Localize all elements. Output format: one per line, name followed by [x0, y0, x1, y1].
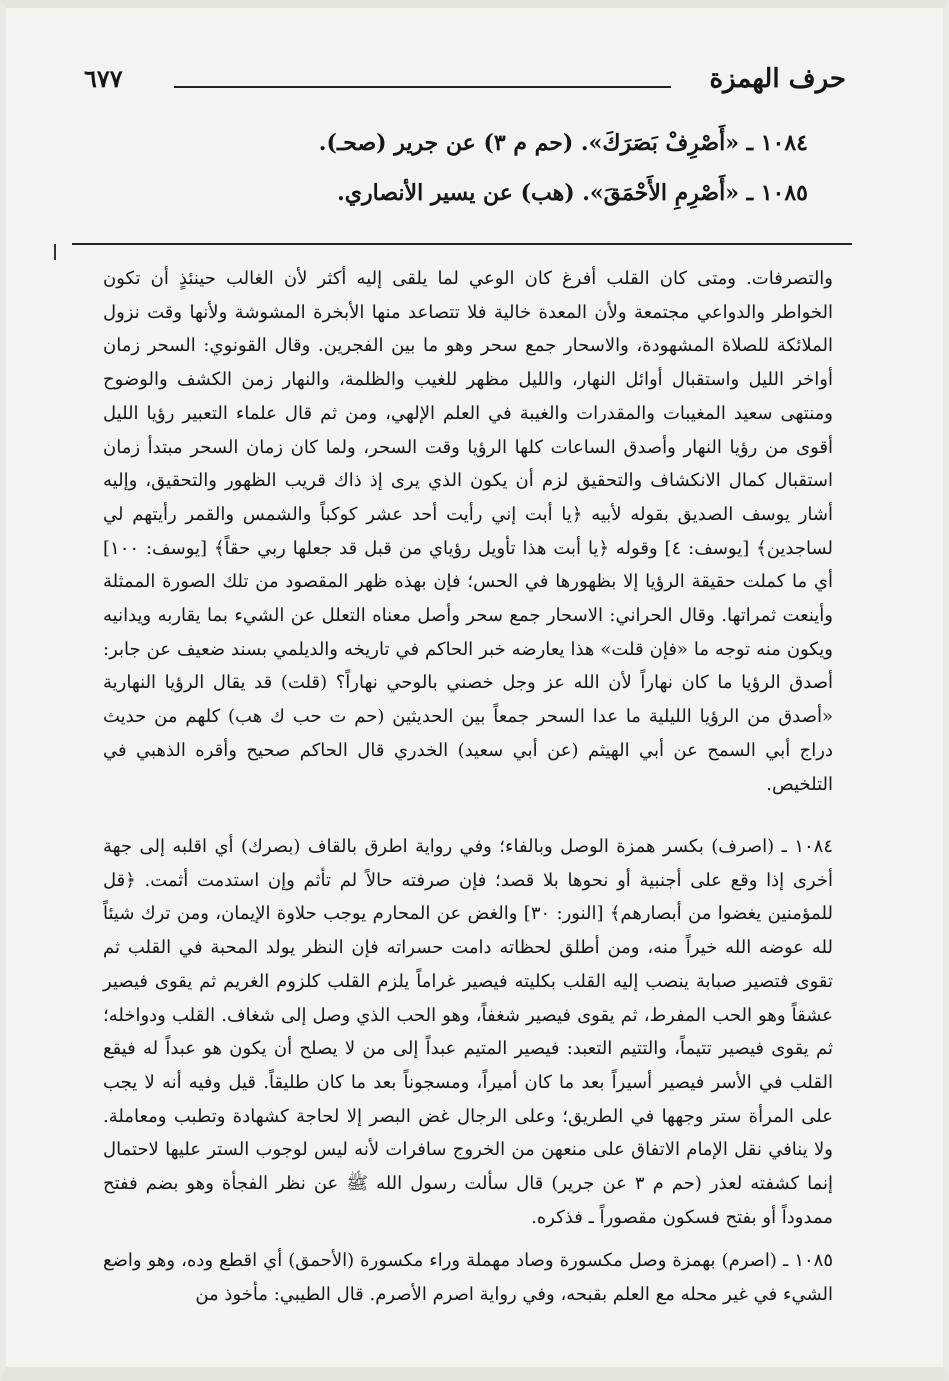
page-number: ٦٧٧ [84, 64, 123, 93]
hadith-1085: ١٠٨٥ ـ «أَصْرِمِ الأَحْمَقَ». (هب) عن يسير الأنصاري. [337, 180, 808, 206]
header-rule [174, 86, 671, 88]
page-header [84, 60, 846, 100]
hadith-1084: ١٠٨٤ ـ «أَصْرِفْ بَصَرَكَ». (حم م ٣) عن جرير (صحـ). [318, 130, 808, 156]
commentary-block-3 [103, 1244, 833, 1311]
commentary-block-1 [103, 262, 833, 801]
margin-mark [54, 244, 56, 260]
commentary-paragraph: ١٠٨٥ ـ (اصرم) بهمزة وصل مكسورة وصاد مهملة وراء مكسورة (الأحمق) أي اقطع وده، وهو واضع الشيء في غير محله مع العلم بقبحه، وفي رواية اصرم الأصرم. قال الطيبي: مأخوذ من [103, 1250, 833, 1305]
commentary-paragraph: ١٠٨٤ ـ (اصرف) بكسر همزة الوصل وبالفاء؛ وفي رواية اطرق بالقاف (بصرك) أي اقلبه إلى جهة أخرى إذا وقع على أجنبية أو نحوها بلا قصد؛ فإن صرفته حالاً لم تأثم وإن استدمت أثمت. ﴿قل للمؤمنين يغضوا من أبصارهم﴾ [النور: ٣٠] والغض عن المحارم يوجب حلاوة الإيمان، ومن ترك شيئاً لله عوضه الله خيراً منه، ومن أطلق لحظاته دامت حسراته فإن النظر يولد المحبة في القلب ثم تقوى فتصير صبابة ينصب إليه القلب بكليته فيصير غراماً يلزم القلب كلزوم الغريم ثم يقوى فيصير عشقاً وهو الحب المفرط، ثم يقوى فيصير شغفاً، وهو الحب الذي وصل إلى شغاف. القلب ودواخله؛ ثم يقوى فيصير تتيماً، والتتيم التعبد: فيصير المتيم عبداً إلى من لا يصلح أن يكون هو عبداً له فيقع القلب في الأسر فيصير أسيراً بعد ما كان أميراً، ومسجوناً بعد ما كان طليقاً. قيل وفيه أنه لا يجب على المرأة ستر وجهها في الطريق؛ وعلى الرجال غض البصر إلا لحاجة كشهادة وتطبب ومعاملة. ولا ينافي نقل الإمام الاتفاق على منعهن من الخروج سافرات لأنه ليس لوجوب الستر عليها لاحتمال إنما كشفته لعذر (حم م ٣ عن جرير) قال سألت رسول الله ﷺ عن نظر الفجأة وهو بضم ففتح ممدوداً أو بفتح فسكون مقصوراً ـ فذكره. [103, 836, 833, 1228]
chapter-title: حرف الهمزة [709, 64, 846, 94]
section-divider [72, 243, 852, 245]
commentary-block-2 [103, 830, 833, 1234]
commentary-paragraph: والتصرفات. ومتى كان القلب أفرغ كان الوعي لما يلقى إليه أكثر لأن الغالب حينئذٍ أن تكون الخواطر والدواعي مجتمعة ولأن المعدة خالية فلا تتصاعد منها الأبخرة المشوشة ولأنها وقت نزول الملائكة للصلاة المشهودة، والاسحار جمع سحر وهو ما بين الفجرين. وقال القونوي: السحر زمان أواخر الليل واستقبال أوائل النهار، والليل مظهر للغيب والظلمة، والنهار زمن الكشف والوضوح ومنتهى سعيد المغيبات والمقدرات والغيبة في العلم الإلهي، ومن ثم قال علماء التعبير رؤيا الليل أقوى من رؤيا النهار وأصدق الساعات كلها الرؤيا وقت السحر، ولما كان زمان السحر مبتدأ زمان استقبال كمال الانكشاف والتحقيق لزم أن يكون الذي يرى إذ ذاك قريب الظهور والتحقيق، وإليه أشار يوسف الصديق بقوله لأبيه ﴿يا أبت إني رأيت أحد عشر كوكباً والشمس والقمر رأيتهم لي لساجدين﴾ [يوسف: ٤] وقوله ﴿يا أبت هذا تأويل رؤياي من قبل قد جعلها ربي حقاً﴾ [يوسف: ١٠٠] أي ما كملت حقيقة الرؤيا إلا بظهورها في الحس؛ فإن بهذه ظهر المقصود من تلك الصورة الممثلة وأينعت ثمراتها. وقال الحراني: الاسحار جمع سحر وأصل معناه التعلل عن الشيء بما يقاربه ويدانيه ويكون منه توجه ما «فإن قلت» هذا يعارضه خبر الحاكم في تاريخه والديلمي بسند ضعيف عن جابر: أصدق الرؤيا ما كان نهاراً لأن الله عز وجل خصني بالوحي نهاراً؟ (قلت) قد يقال الرؤيا النهارية «أصدق من الرؤيا الليلية ما عدا السحر جمعاً بين الحديثين (حم ت حب ك هب) كلهم من حديث دراج أبي السمح عن أبي الهيثم (عن أبي سعيد) الخدري قال الحاكم صحيح وأقره الذهبي في التلخيص. [103, 268, 834, 795]
